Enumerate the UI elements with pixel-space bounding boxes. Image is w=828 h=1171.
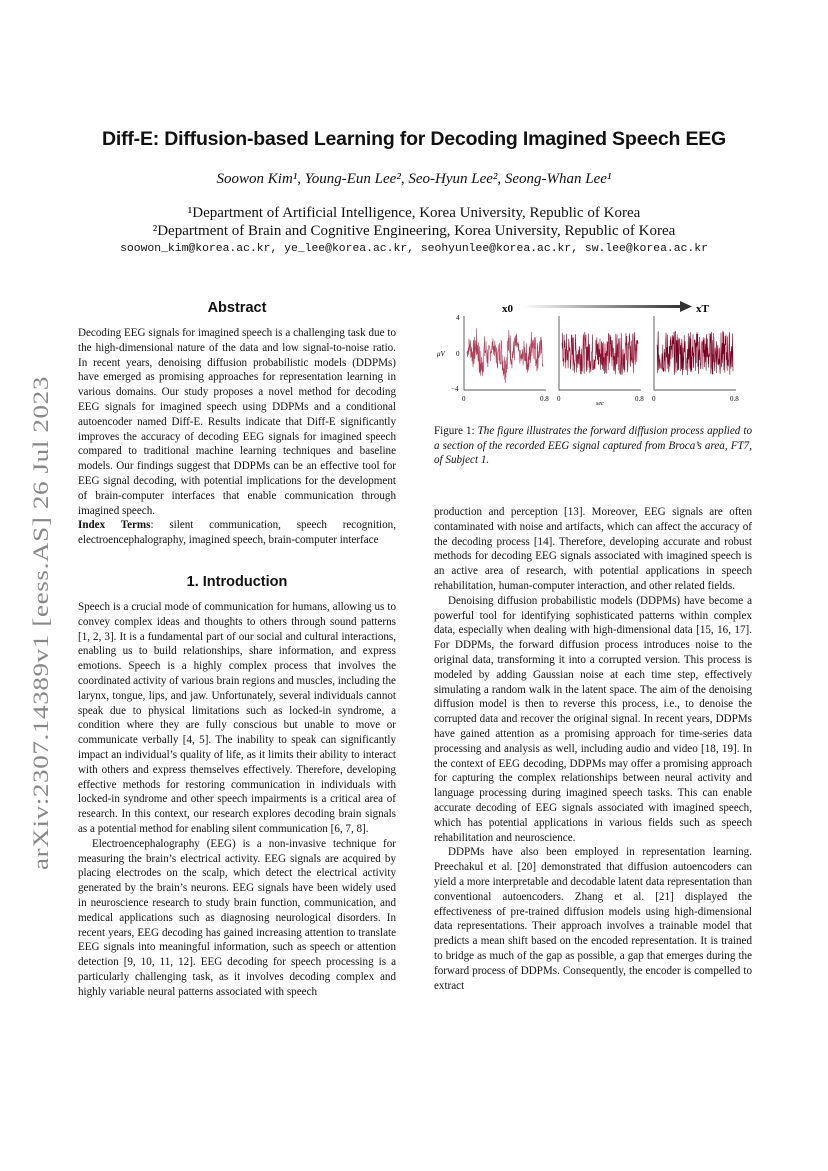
xtick-start-3: 0 bbox=[652, 395, 656, 403]
x-unit: sec bbox=[596, 401, 604, 407]
arxiv-stamp bbox=[8, 372, 68, 872]
xtick-start-2: 0 bbox=[557, 395, 561, 403]
eeg-panels bbox=[462, 316, 739, 403]
xtick-end-3: 0.8 bbox=[730, 395, 739, 403]
abstract-text: Decoding EEG signals for imagined speech is a challenging task due to the high-dimensional nature of the data and low signal-to-noise ratio. In recent years, denoising diffusion probabilistic models (DDPMs) have emerged as promising approaches for representation learning in various domains. Our study proposes a novel method for decoding EEG signals for imagined speech using DDPMs and a conditional autoencoder named Diff-E. Results indicate that Diff-E significantly improves the accuracy of decoding EEG signals for imagined speech compared to traditional machine learning techniques and baseline models. Our findings suggest that DDPMs can be an effective tool for EEG signal decoding, with potential implications for the development of brain-computer interfaces that enable communication through imagined speech. bbox=[78, 327, 396, 517]
y-unit: μV bbox=[437, 350, 445, 358]
abstract-section bbox=[78, 326, 396, 548]
eeg-waveform-1 bbox=[467, 328, 543, 383]
affiliation-2: ²Department of Brain and Cognitive Engineering, Korea University, Republic of Korea bbox=[152, 223, 676, 239]
right-paragraph-1: production and perception [13]. Moreover, EEG signals are often contaminated with noise and artifacts, which can affect the accuracy of the decoding process [14]. Therefore, developing accurate and robust methods for decoding EEG signals associated with imagined speech is an active area of research, with potential applications in speech rehabilitation, human-computer interaction, and other related fields. bbox=[434, 506, 752, 592]
xtick-end-2: 0.8 bbox=[635, 395, 644, 403]
index-terms-label: Index Terms bbox=[78, 519, 151, 532]
ytick-top: 4 bbox=[456, 314, 460, 322]
eeg-waveform-3 bbox=[657, 331, 733, 375]
intro-paragraph-1: Speech is a crucial mode of communication for humans, allowing us to convey complex ideas and thoughts to others through sound patterns [1, 2, 3]. It is a fundamental part of our social and cultural interactions, enabling us to build relationships, share information, and express emotions. Speech is a highly complex process that involves the coordinated activity of various brain regions and muscles, including the larynx, tongue, lips, and jaw. Unfortunately, several individuals cannot speak due to physical limitations such as locked-in syndrome, a condition where they are fully conscious but unable to move or communicate verbally [4, 5]. The inability to speak can significantly impact an individual’s quality of life, as it limits their ability to interact with others and express themselves effectively. Therefore, developing effective methods for restoring communication in individuals with locked-in syndrome and other speech impairments is a critical area of research. In this context, our research explores decoding brain signals as a potential method for enabling silent communication [6, 7, 8]. bbox=[78, 601, 396, 835]
intro-paragraph-2: Electroencephalography (EEG) is a non-invasive technique for measuring the brain’s electrical activity. EEG signals are acquired by placing electrodes on the scalp, which detect the electrical activity generated by the brain’s neurons. EEG signals have been widely used in neuroscience research to study brain function, communication, and medical applications such as diagnosing neurological disorders. In recent years, EEG decoding has gained increasing attention to translate EEG signals into meaningful information, such as speech or attention detection [9, 10, 11, 12]. EEG decoding for speech processing is a particularly challenging task, as it involves decoding complex and highly variable neural patterns associated with speech bbox=[78, 837, 396, 998]
caption-text: The figure illustrates the forward diffusion process applied to a section of the recorded EEG signal captured from Broca’s area, FT7, of Subject 1. bbox=[434, 425, 753, 466]
diffusion-arrow bbox=[522, 305, 682, 308]
index-terms-text: : silent communication, speech recognition, electroencephalography, imagined speech, brain-computer interface bbox=[78, 519, 396, 547]
arxiv-stamp-text: arXiv:2307.14389v1 [eess.AS] 26 Jul 2023 bbox=[28, 468, 53, 870]
label-x0: x0 bbox=[502, 303, 513, 315]
xtick-end-1: 0.8 bbox=[540, 395, 549, 403]
affiliations bbox=[0, 204, 828, 240]
right-paragraph-2: Denoising diffusion probabilistic models (DDPMs) have become a powerful tool for identifying sophisticated patterns within complex data, especially when dealing with high-dimensional data [15, 16, 17]. For DDPMs, the forward diffusion process introduces noise to the original data, transforming it into a corrupted version. This process is modeled by adding Gaussian noise at each time step, effectively simulating a random walk in the latent space. The aim of the denoising diffusion model is then to reverse this process, i.e., to denoise the corrupted data and recover the original signal. In recent years, DDPMs have gained attention as a promising approach for time-series data processing and analysis as well, including audio and video [18, 19]. In the context of EEG decoding, DDPMs may offer a promising approach for capturing the complex relationships between neural activity and language processing during imagined speech tasks. This can enable accurate decoding of EEG signals associated with imagined speech, which has potential applications in various fields such as speech rehabilitation and neuroscience. bbox=[434, 594, 752, 844]
introduction-section bbox=[78, 600, 396, 1000]
author-emails: soowon_kim@korea.ac.kr, ye_lee@korea.ac.kr, seohyunlee@korea.ac.kr, sw.lee@korea.ac.kr bbox=[120, 243, 708, 255]
paper-title: Diff-E: Diffusion-based Learning for Decoding Imagined Speech EEG bbox=[101, 128, 727, 150]
right-paragraph-3: DDPMs have also been employed in representation learning. Preechakul et al. [20] demonstrated that diffusion autoencoders can yield a more interpretable and decodable latent data representation than conventional autoencoders. Zhang et al. [21] displayed the effectiveness of pre-trained diffusion models using high-dimensional data representations. Their approach involves a trainable model that predicts a mean shift based on the encoded representation. It is trained to bridge as much of the gap as possible, a gap that emerges during the forward process of DDPMs. Consequently, the encoder is compelled to extract bbox=[434, 846, 752, 992]
eeg-waveform-2 bbox=[562, 332, 638, 375]
index-terms bbox=[78, 518, 396, 548]
abstract-heading: Abstract bbox=[207, 300, 267, 316]
label-xt: xT bbox=[696, 303, 709, 315]
right-column bbox=[434, 505, 752, 993]
ytick-mid: 0 bbox=[456, 350, 460, 358]
figure-1-caption bbox=[434, 424, 752, 468]
caption-label: Figure 1: bbox=[434, 425, 478, 437]
affiliation-1: ¹Department of Artificial Intelligence, Korea University, Republic of Korea bbox=[187, 205, 641, 221]
introduction-heading: 1. Introduction bbox=[186, 574, 288, 590]
ytick-bot: −4 bbox=[451, 385, 459, 393]
figure-1 bbox=[434, 298, 752, 418]
xtick-start-1: 0 bbox=[462, 395, 466, 403]
author-list: Soowon Kim¹, Young-Eun Lee², Seo-Hyun Lee², Seong-Whan Lee¹ bbox=[216, 171, 612, 187]
